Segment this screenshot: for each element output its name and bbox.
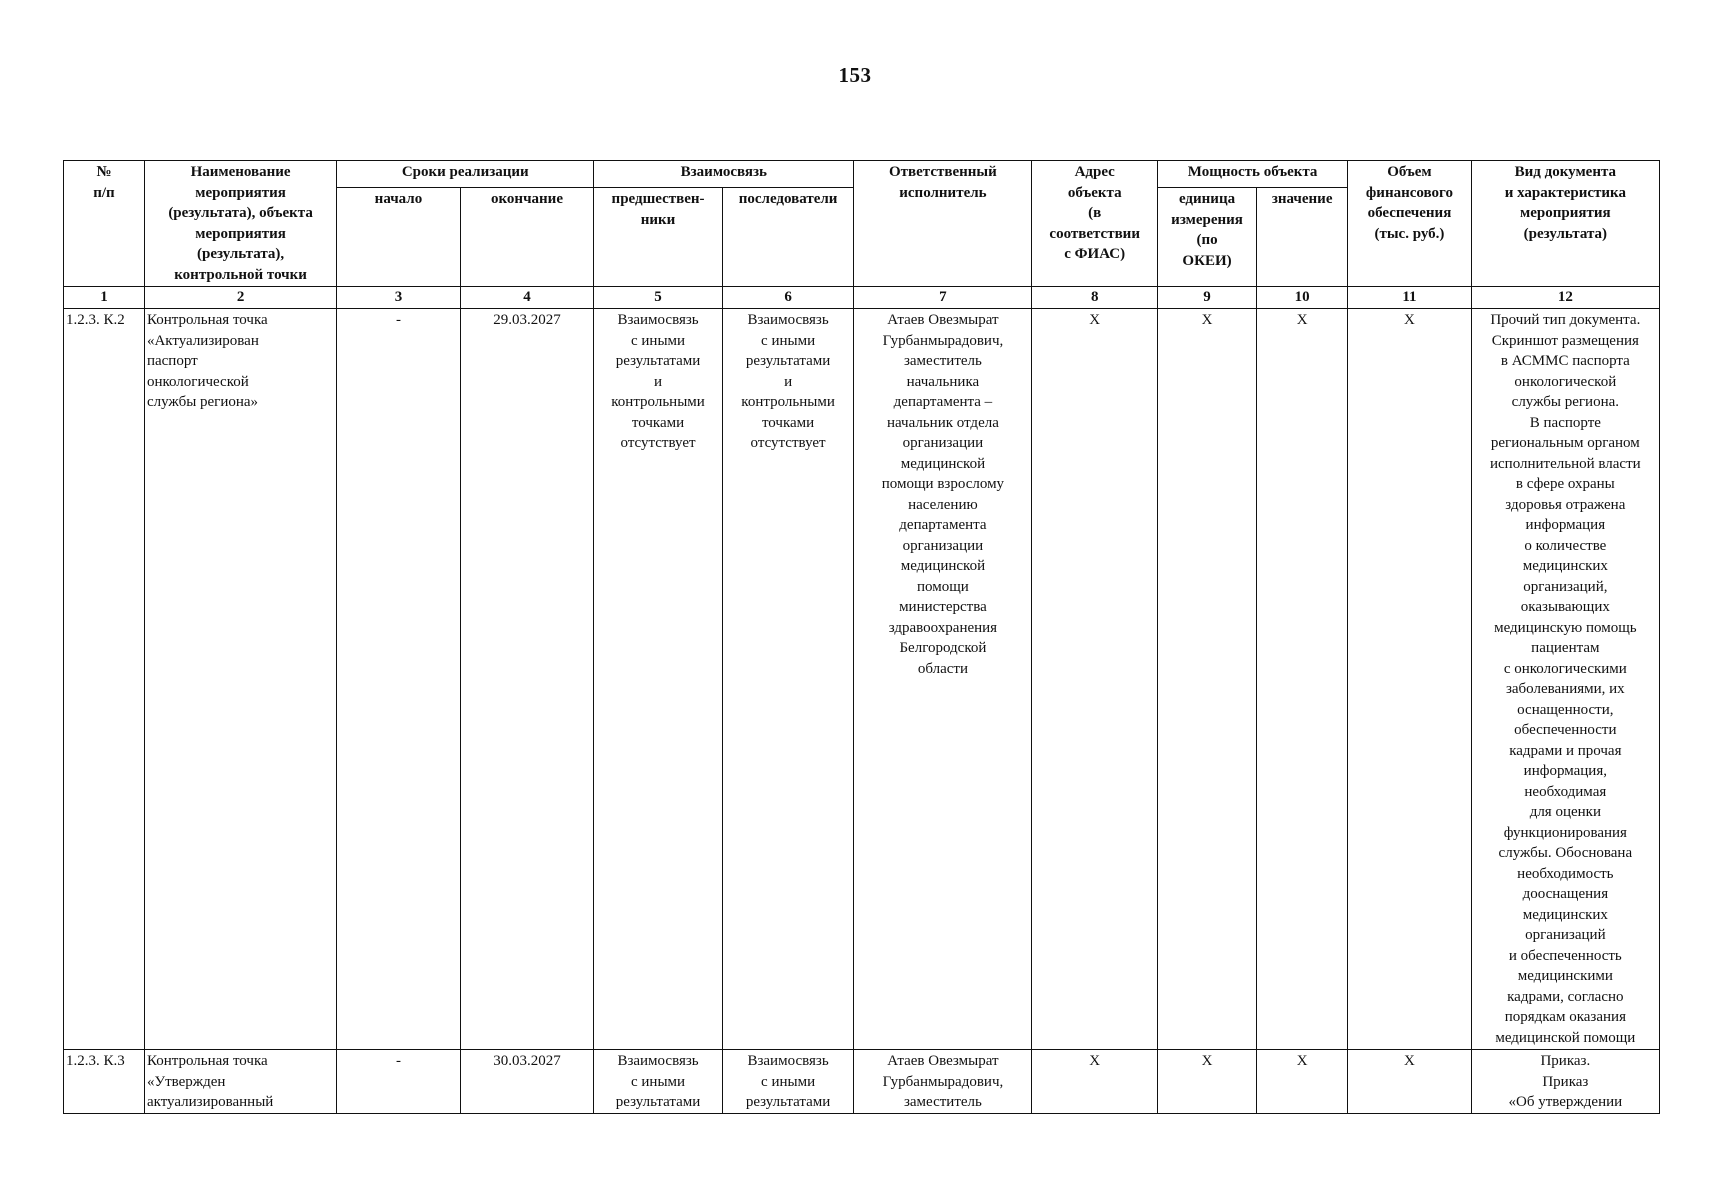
row-address: X [1032,1050,1157,1114]
table-row [64,1050,1660,1114]
row-value: X [1257,1050,1348,1114]
header-finance: Объем финансового обеспечения (тыс. руб.) [1348,161,1471,287]
column-number: 1 [64,287,145,309]
header-end: окончание [460,188,594,287]
row-number: 1.2.3. К.2 [64,309,145,1050]
row-end: 29.03.2027 [460,309,594,1050]
row-unit: X [1157,309,1256,1050]
row-responsible: Атаев Овезмырат Гурбанмырадович, заместитель [854,1050,1032,1114]
header-predecessors: предшествен- ники [594,188,723,287]
implementation-plan-table [63,160,1660,1114]
header-start: начало [337,188,460,287]
row-responsible: Атаев Овезмырат Гурбанмырадович, заместитель начальника департамента – начальник отдела организации медицинской помощи взрослому населению департамента организации медицинской помощи министерства здравоохранения Белгородской области [854,309,1032,1050]
header-value: значение [1257,188,1348,287]
column-number: 11 [1348,287,1471,309]
column-number: 10 [1257,287,1348,309]
column-number: 3 [337,287,460,309]
column-number: 9 [1157,287,1256,309]
header-address: Адрес объекта (в соответствии с ФИАС) [1032,161,1157,287]
header-group-terms: Сроки реализации [337,161,594,188]
row-address: X [1032,309,1157,1050]
header-group-links: Взаимосвязь [594,161,854,188]
column-number: 8 [1032,287,1157,309]
column-number: 2 [144,287,336,309]
column-number: 5 [594,287,723,309]
row-name: Контрольная точка «Актуализирован паспорт онкологической службы региона» [144,309,336,1050]
row-value: X [1257,309,1348,1050]
row-successors: Взаимосвязь с иными результатами и контрольными точками отсутствует [722,309,854,1050]
column-number: 4 [460,287,594,309]
row-end: 30.03.2027 [460,1050,594,1114]
header-group-capacity: Мощность объекта [1157,161,1347,188]
header-row-1 [64,161,1660,188]
row-finance: X [1348,1050,1471,1114]
row-finance: X [1348,309,1471,1050]
row-doc-description: Приказ. Приказ «Об утверждении [1471,1050,1659,1114]
header-number: № п/п [64,161,145,287]
row-predecessors: Взаимосвязь с иными результатами [594,1050,723,1114]
row-successors: Взаимосвязь с иными результатами [722,1050,854,1114]
row-doc-description: Прочий тип документа. Скриншот размещения в АСММС паспорта онкологической службы региона. В паспорте региональным органом исполнительной власти в сфере охраны здоровья отражена информация о количестве медицинских организаций, оказывающих медицинскую помощь пациентам с онкологическими заболеваниями, их оснащенности, обеспеченности кадрами и прочая информация, необходимая для оценки функционирования службы. Обоснована необходимость дооснащения медицинских организаций и обеспеченность медицинскими кадрами, согласно порядкам оказания медицинской помощи [1471,309,1659,1050]
header-doc-type: Вид документа и характеристика мероприятия (результата) [1471,161,1659,287]
header-name: Наименование мероприятия (результата), объекта мероприятия (результата), контрольной точки [144,161,336,287]
column-number: 12 [1471,287,1659,309]
row-predecessors: Взаимосвязь с иными результатами и контрольными точками отсутствует [594,309,723,1050]
header-responsible: Ответственный исполнитель [854,161,1032,287]
column-numbers-row [64,287,1660,309]
row-start: - [337,1050,460,1114]
header-successors: последователи [722,188,854,287]
column-number: 7 [854,287,1032,309]
header-unit: единица измерения (по ОКЕИ) [1157,188,1256,287]
row-unit: X [1157,1050,1256,1114]
row-start: - [337,309,460,1050]
row-name: Контрольная точка «Утвержден актуализированный [144,1050,336,1114]
column-number: 6 [722,287,854,309]
page-number: 153 [838,63,872,87]
row-number: 1.2.3. К.3 [64,1050,145,1114]
table-row [64,309,1660,1050]
